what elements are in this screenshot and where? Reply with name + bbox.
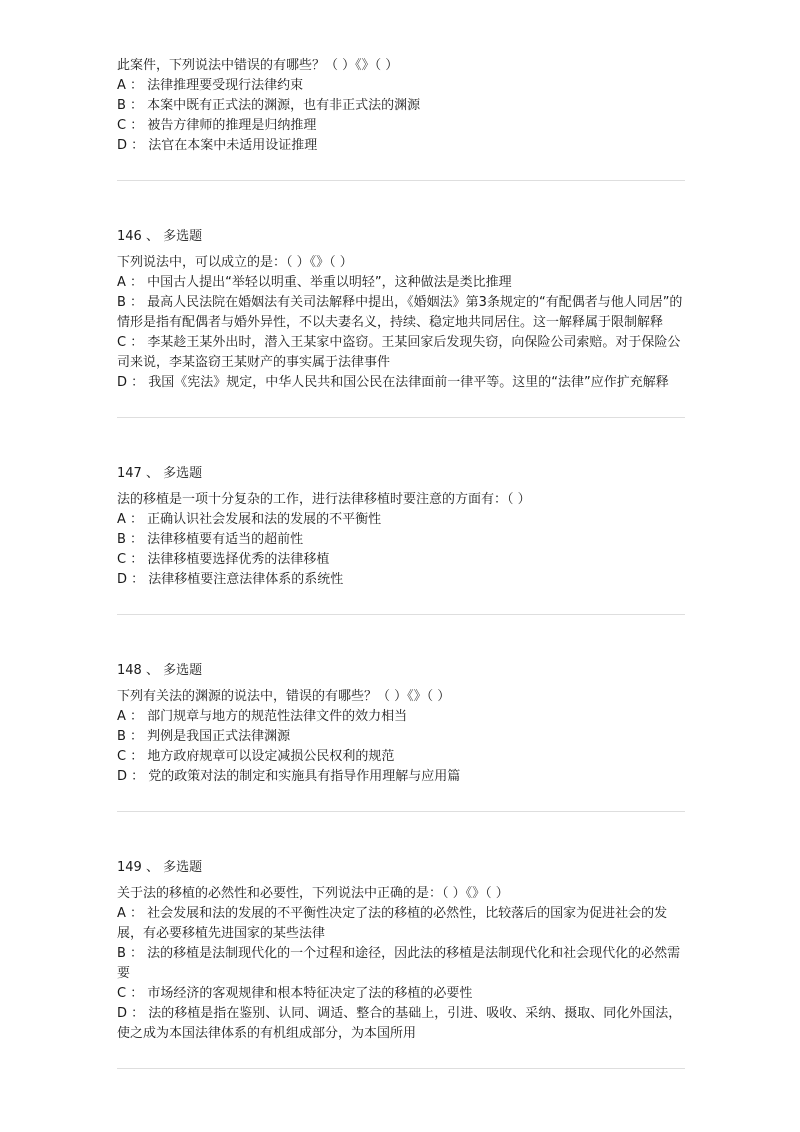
option-a: A ： 法律推理要受现行法律约束 [117, 78, 304, 93]
question-stem: 关于法的移植的必然性和必要性，下列说法中正确的是：（ ）《》（ ） [117, 886, 509, 901]
option-c: C ： 李某趁王某外出时，潜入王某家中盗窃。王某回家后发现失窃，向保险公司索赔。对于保险公司来说，李某盗窃王某财产的事实属于法律事件 [117, 335, 681, 370]
divider [117, 811, 685, 812]
question-147 [117, 464, 685, 590]
question-number: 148 、 多选题 [117, 663, 203, 678]
option-a: A ： 社会发展和法的发展的不平衡性决定了法的移植的必然性，比较落后的国家为促进社会的发展，有必要移植先进国家的某些法律 [117, 906, 668, 941]
divider [117, 417, 685, 418]
option-d: D ： 法律移植要注意法律体系的系统性 [117, 572, 344, 587]
question-stem: 此案件，下列说法中错误的有哪些？（ ）《》（ ） [117, 58, 399, 73]
question-number: 146 、 多选题 [117, 229, 203, 244]
option-b: B ： 判例是我国正式法律渊源 [117, 729, 291, 744]
option-b: B ： 本案中既有正式法的渊源，也有非正式法的渊源 [117, 98, 421, 113]
option-c: C ： 市场经济的客观规律和根本特征决定了法的移植的必要性 [117, 986, 473, 1001]
option-b: B ： 法的移植是法制现代化的一个过程和途径，因此法的移植是法制现代化和社会现代化的必然需要 [117, 946, 681, 981]
divider [117, 180, 685, 181]
option-c: C ： 法律移植要选择优秀的法律移植 [117, 552, 330, 567]
option-c: C ： 被告方律师的推理是归纳推理 [117, 118, 317, 133]
divider [117, 614, 685, 615]
option-d: D ： 法的移植是指在鉴别、认同、调适、整合的基础上，引进、吸收、采纳、摄取、同化外国法，使之成为本国法律体系的有机组成部分，为本国所用 [117, 1006, 682, 1041]
question-148 [117, 661, 685, 787]
question-stem: 法的移植是一项十分复杂的工作，进行法律移植时要注意的方面有：（ ） [117, 492, 531, 507]
option-d: D ： 法官在本案中未适用设证推理 [117, 138, 318, 153]
option-b: B ： 法律移植要有适当的超前性 [117, 532, 304, 547]
option-a: A ： 部门规章与地方的规范性法律文件的效力相当 [117, 709, 408, 724]
question-146 [117, 227, 685, 393]
divider [117, 1068, 685, 1069]
document-page [117, 56, 685, 1069]
option-a: A ： 中国古人提出“举轻以明重、举重以明轻”，这种做法是类比推理 [117, 275, 512, 290]
option-d: D ： 我国《宪法》规定，中华人民共和国公民在法律面前一律平等。这里的“法律”应作扩充解释 [117, 375, 669, 390]
question-149 [117, 858, 685, 1044]
option-c: C ： 地方政府规章可以设定减损公民权利的规范 [117, 749, 395, 764]
question-number: 147 、 多选题 [117, 466, 203, 481]
option-b: B ： 最高人民法院在婚姻法有关司法解释中提出，《婚姻法》第3条规定的“有配偶者与他人同居”的情形是指有配偶者与婚外异性，不以夫妻名义，持续、稳定地共同居住。这一解释属于限制解释 [117, 295, 683, 330]
question-stem: 下列说法中，可以成立的是：（ ）《》（ ） [117, 255, 353, 270]
option-d: D ： 党的政策对法的制定和实施具有指导作用理解与应用篇 [117, 769, 461, 784]
question-145 [117, 56, 685, 156]
question-stem: 下列有关法的渊源的说法中，错误的有哪些？（ ）《》（ ） [117, 689, 451, 704]
question-number: 149 、 多选题 [117, 860, 203, 875]
option-a: A ： 正确认识社会发展和法的发展的不平衡性 [117, 512, 382, 527]
